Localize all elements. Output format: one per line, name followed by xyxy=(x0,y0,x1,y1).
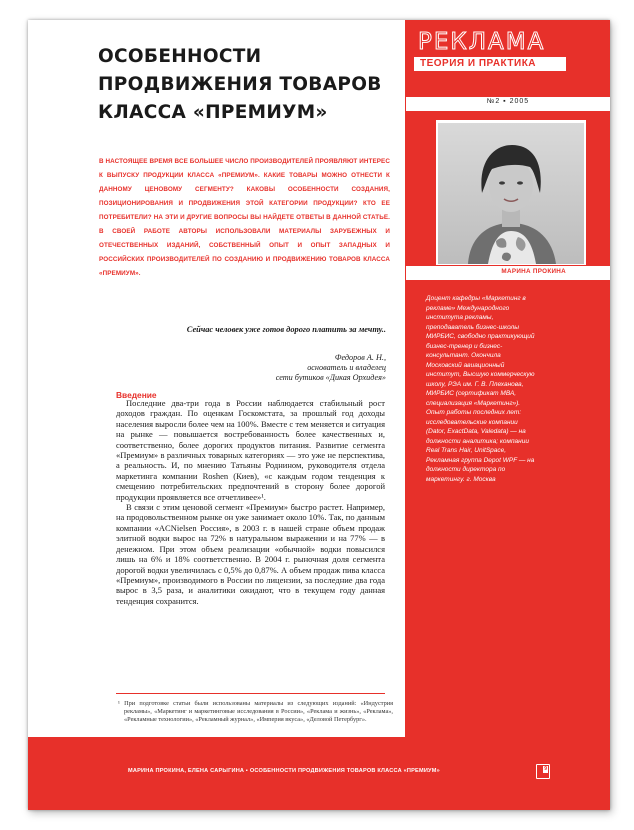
body-paragraph: Последние два-три года в России наблюдается стабильный рост доходов граждан. По оценкам Госкомстата, за прошлый год доходы населения выросли более чем на 100%. Вместе с тем меняется и ситуация на рынке — повышается востребованность более качественных и, соответственно, более дорогих продуктов питания. Развитие сегмента «Премиум» в различных товарных категориях — это уже не перспектива, а реальность. И, по мнению Татьяны Роднином, руководителя отдела маркетинга компании Roshen (Киев), «с каждым годом тенденция к смещению потребительских предпочтений в сторону более дорогой продукции проявляется все отчетливее»¹. xyxy=(116,398,385,502)
author-line: Федоров А. Н., xyxy=(334,353,386,362)
title-line: КЛАССА «ПРЕМИУМ» xyxy=(98,102,328,123)
running-title: МАРИНА ПРОКИНА, ЕЛЕНА САРЫГИНА ▪ ОСОБЕННОСТИ ПРОДВИЖЕНИЯ ТОВАРОВ КЛАССА «ПРЕМИУМ» xyxy=(128,768,440,774)
magazine-logo xyxy=(414,29,604,87)
epigraph-quote: Сейчас человек уже готов дорого платить за мечту.. xyxy=(186,325,386,334)
article-lead: В НАСТОЯЩЕЕ ВРЕМЯ ВСЕ БОЛЬШЕЕ ЧИСЛО ПРОИЗВОДИТЕЛЕЙ ПРОЯВЛЯЮТ ИНТЕРЕС К ВЫПУСКУ ПРОДУКЦИИ КЛАССА «ПРЕМИУМ». КАКИЕ ТОВАРЫ МОЖНО ОТНЕСТИ К ДАННОМУ ЦЕНОВОМУ СЕГМЕНТУ? КАКОВЫ ОСОБЕННОСТИ СОЗДАНИЯ, ПОЗИЦИОНИРОВАНИЯ И ПРОДВИЖЕНИЯ ЭТОЙ КАТЕГОРИИ ПРОДУКЦИИ? КТО ЕЕ ПОТРЕБИТЕЛИ? НА ЭТИ И ДРУГИЕ ВОПРОСЫ ВЫ НАЙДЕТЕ ОТВЕТЫ В ДАННОЙ СТАТЬЕ. В СВОЕЙ РАБОТЕ АВТОРЫ ИСПОЛЬЗОВАЛИ МАТЕРИАЛЫ ЗАРУБЕЖНЫХ И ОТЕЧЕСТВЕННЫХ ИЗДАНИЙ, СОБСТВЕННЫЙ ОПЫТ И ОПЫТ ЗАПАДНЫХ И РОССИЙСКИХ ПРОИЗВОДИТЕЛЕЙ ПО СОЗДАНИЮ И ПРОДВИЖЕНИЮ ТОВАРОВ КЛАССА «ПРЕМИУМ». xyxy=(99,158,390,277)
author-photo xyxy=(438,123,584,264)
page-number: 9 xyxy=(544,766,547,772)
photo-caption: МАРИНА ПРОКИНА xyxy=(501,268,566,275)
title-line: ПРОДВИЖЕНИЯ ТОВАРОВ xyxy=(98,74,382,95)
issue-number: №2 ▪ 2005 xyxy=(486,98,530,105)
issue-box xyxy=(406,97,610,111)
body-paragraph: В связи с этим ценовой сегмент «Премиум» быстро растет. Например, на продовольственном рынке он уже занимает около 10%. Так, по данным компании «ACNielsen Россия», в 2003 г. в нашей стране объем продаж элитной водки вырос на 72% в натуральном выражении и на 77% — в денежном. При этом объем реализации «обычной» водки повысился лишь на 6% и 18% соответственно. В 2004 г. рыночная доля сегмента дорогой водки увеличилась с 0,5% до 0,87%. А объем продаж пива класса «Премиум», производимого в России по лицензии, за последние два года вырос в 3,5 раза, и аналитики ожидают, что в текущем году данная тенденция сохранится. xyxy=(116,502,385,606)
logo-main-text: РЕКЛАМА xyxy=(418,29,546,55)
title-line: ОСОБЕННОСТИ xyxy=(98,46,262,67)
epigraph-author xyxy=(208,353,386,383)
caption-box xyxy=(406,266,610,280)
article-title xyxy=(98,43,388,127)
magazine-page xyxy=(28,20,610,810)
author-line: основатель и владелец xyxy=(307,363,386,372)
author-bio: Доцент кафедры «Маркетинг в рекламе» Международного института рекламы, преподаватель бизнес-школы МИРБИС, свободно практикующий бизнес-тренер и бизнес-консультант. Окончила Московский авиационный институт, Высшую коммерческую школу, РЭА им. Г. В. Плеханова, МИРБИС (сертификат МВА, специализация «Маркетинг»). Опыт работы последних лет: исследовательские компании (Dator, ExactData, Valedata) — на должности аналитика; компании Real Trans Hair, UnitSpace, Рекламная группа Depot WPF — на должности директора по маркетингу. г. Москва xyxy=(426,295,535,483)
logo-subtitle: ТЕОРИЯ И ПРАКТИКА xyxy=(420,58,537,69)
author-line: сети бутиков «Дикая Орхидея» xyxy=(275,373,386,382)
article-body xyxy=(116,398,385,606)
section-heading: Введение xyxy=(116,390,157,400)
footnote-divider xyxy=(116,693,385,694)
footnote: ¹ При подготовке статьи были использованы материалы из следующих изданий: «Индустрия рекламы», «Маркетинг и маркетинговые исследования в России», «Реклама и жизнь», «Реклама», «Рекламные технологии», «Рекламный журнал», «Империя вкуса», «Деловой Петербург». xyxy=(118,700,393,723)
page-number-box xyxy=(536,764,550,779)
